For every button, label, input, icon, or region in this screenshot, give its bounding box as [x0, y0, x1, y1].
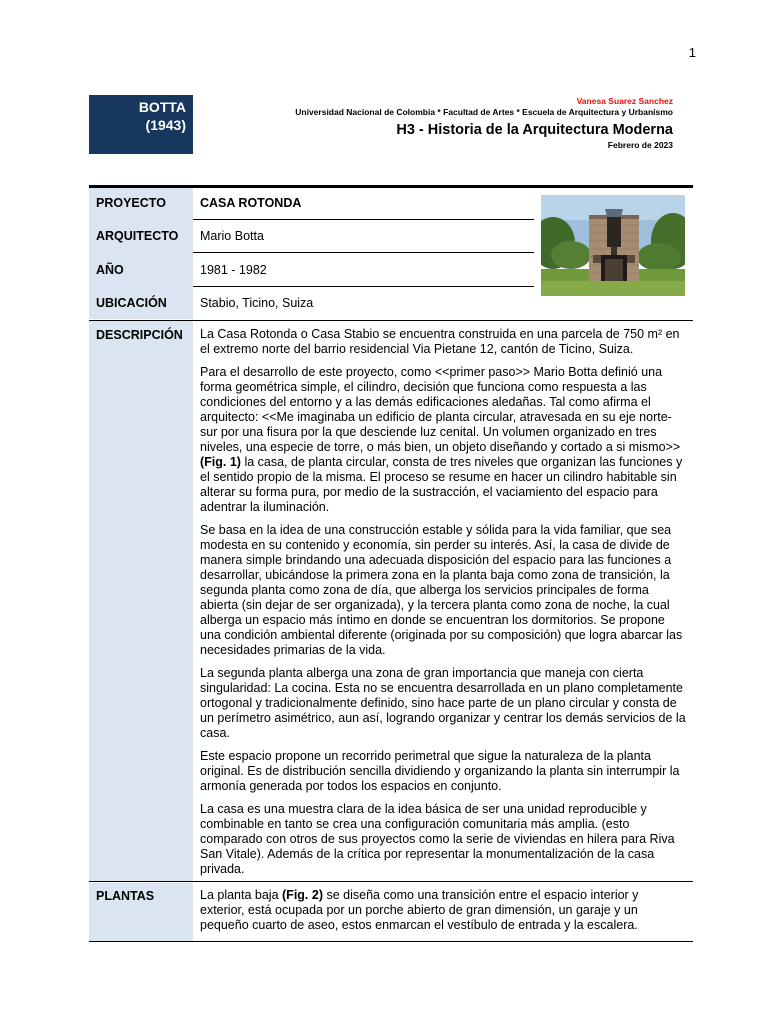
descripcion-paragraph: [200, 365, 686, 515]
paragraph-text: La planta baja: [200, 888, 283, 902]
architect-years: (1943): [145, 117, 186, 133]
proyecto-value: CASA ROTONDA: [200, 196, 302, 210]
document-date: Febrero de 2023: [607, 140, 673, 150]
figure-reference: (Fig. 1): [200, 455, 241, 469]
paragraph-text: Para el desarrollo de este proyecto, como <<primer paso>> Mario Botta definió una forma geométrica simple, el cilindro, decisión que funciona como respuesta a las condiciones del entorno y a las demás edificaciones aledañas. Tal como afirma el arquitecto: <<Me imaginaba un edificio de planta circular, atravesada en su eje norte-sur por una fisura por la que desciende luz cenital. Un volumen organizado en tres niveles, una especie de torre, o más bien, un objeto diseñando y cortado a si mismo>>: [200, 365, 681, 454]
row-divider: [89, 320, 693, 321]
paragraph-text: la casa, de planta circular, consta de tres niveles que organizan las funciones y el sentido propio de la misma. El proceso se resume en hacer un cilindro habitable sin alterar su forma pura, por medio de la sustracción, el vaciamiento del espacio para adentrar la iluminación.: [200, 455, 683, 514]
ubicacion-value: Stabio, Ticino, Suiza: [200, 296, 314, 310]
document-header: [295, 96, 673, 151]
page-number: 1: [688, 45, 696, 60]
architect-name: BOTTA: [138, 99, 186, 115]
university-line: Universidad Nacional de Colombia * Facultad de Artes * Escuela de Arquitectura y Urbanismo: [295, 107, 673, 117]
ubicacion-label: UBICACIÓN: [96, 296, 167, 310]
anio-value: 1981 - 1982: [200, 263, 267, 277]
label-column-description: [89, 321, 193, 881]
descripcion-body: [200, 327, 686, 885]
plantas-label: PLANTAS: [96, 889, 155, 903]
architect-box: [89, 95, 193, 154]
student-name: Vanesa Suarez Sanchez: [576, 96, 673, 106]
building-image: [541, 195, 685, 296]
paragraph-text: se diseña como una transición entre el espacio interior y exterior, está ocupada por un porche abierto de gran dimensión, un garaje y un pequeño cuarto de aseo, estos enmarcan el vestíbulo de entrada y la escalera.: [200, 888, 639, 932]
anio-label: AÑO: [96, 263, 124, 277]
course-title: H3 - Historia de la Arquitectura Moderna: [396, 122, 673, 138]
descripcion-label: DESCRIPCIÓN: [96, 328, 183, 342]
arquitecto-label: ARQUITECTO: [96, 229, 179, 243]
descripcion-paragraph: Este espacio propone un recorrido perimetral que sigue la naturaleza de la planta original. Es de distribución sencilla dividiendo y organizando la planta sin interrumpir la armonía generada por todos los espacios en conjunto.: [200, 749, 680, 793]
descripcion-paragraph: La casa es una muestra clara de la idea básica de ser una unidad reproducible y combinable en tanto se crea una configuración comunitaria más amplia. (esto comparado con otros de sus proyectos como la serie de viviendas en hilera para Riva San Vitale). Además de la crítica por representar la monumentalización de la casa privada.: [200, 802, 675, 876]
row-divider: [89, 881, 693, 882]
proyecto-label: PROYECTO: [96, 196, 166, 210]
row-divider: [193, 252, 534, 253]
figure-reference: (Fig. 2): [282, 888, 323, 902]
plantas-body: [200, 888, 686, 933]
casa-rotonda-photo: [541, 195, 685, 296]
descripcion-paragraph: La Casa Rotonda o Casa Stabio se encuentra construida en una parcela de 750 m² en el extremo norte del barrio residencial Via Pietane 12, cantón de Ticino, Suiza.: [200, 327, 680, 356]
row-divider: [193, 219, 534, 220]
descripcion-paragraph: Se basa en la idea de una construcción estable y sólida para la vida familiar, que sea modesta en su contenido y economía, sin perder su interés. Así, la casa de divide de manera simple brindando una adecuada disposición del espacio para las funciones a desarrollar, ubicándose la primera zona en la planta baja como zona de transición, la segunda planta como zona de día, que alberga los servicios principales de forma abierta (sin dejar de ser organizada), y la tercera planta como zona de noche, la cual alberga un espacio más íntimo en donde se encuentran los dormitorios. Se propone una condición ambiental diferente (originada por su composición) que logra abarcar las necesidades primarias de la vida.: [200, 523, 683, 657]
bottom-rule: [89, 941, 693, 942]
row-divider: [193, 286, 534, 287]
descripcion-paragraph: La segunda planta alberga una zona de gran importancia que maneja con cierta singularidad: La cocina. Esta no se encuentra desarrollada en un plano completamente ortogonal y tradicionalmente definido, sino hace parte de un plano circular y consta de un perímetro asimétrico, aun así, logrando organizar y centrar los demás servicios de la casa.: [200, 666, 686, 740]
arquitecto-value: Mario Botta: [200, 229, 264, 243]
